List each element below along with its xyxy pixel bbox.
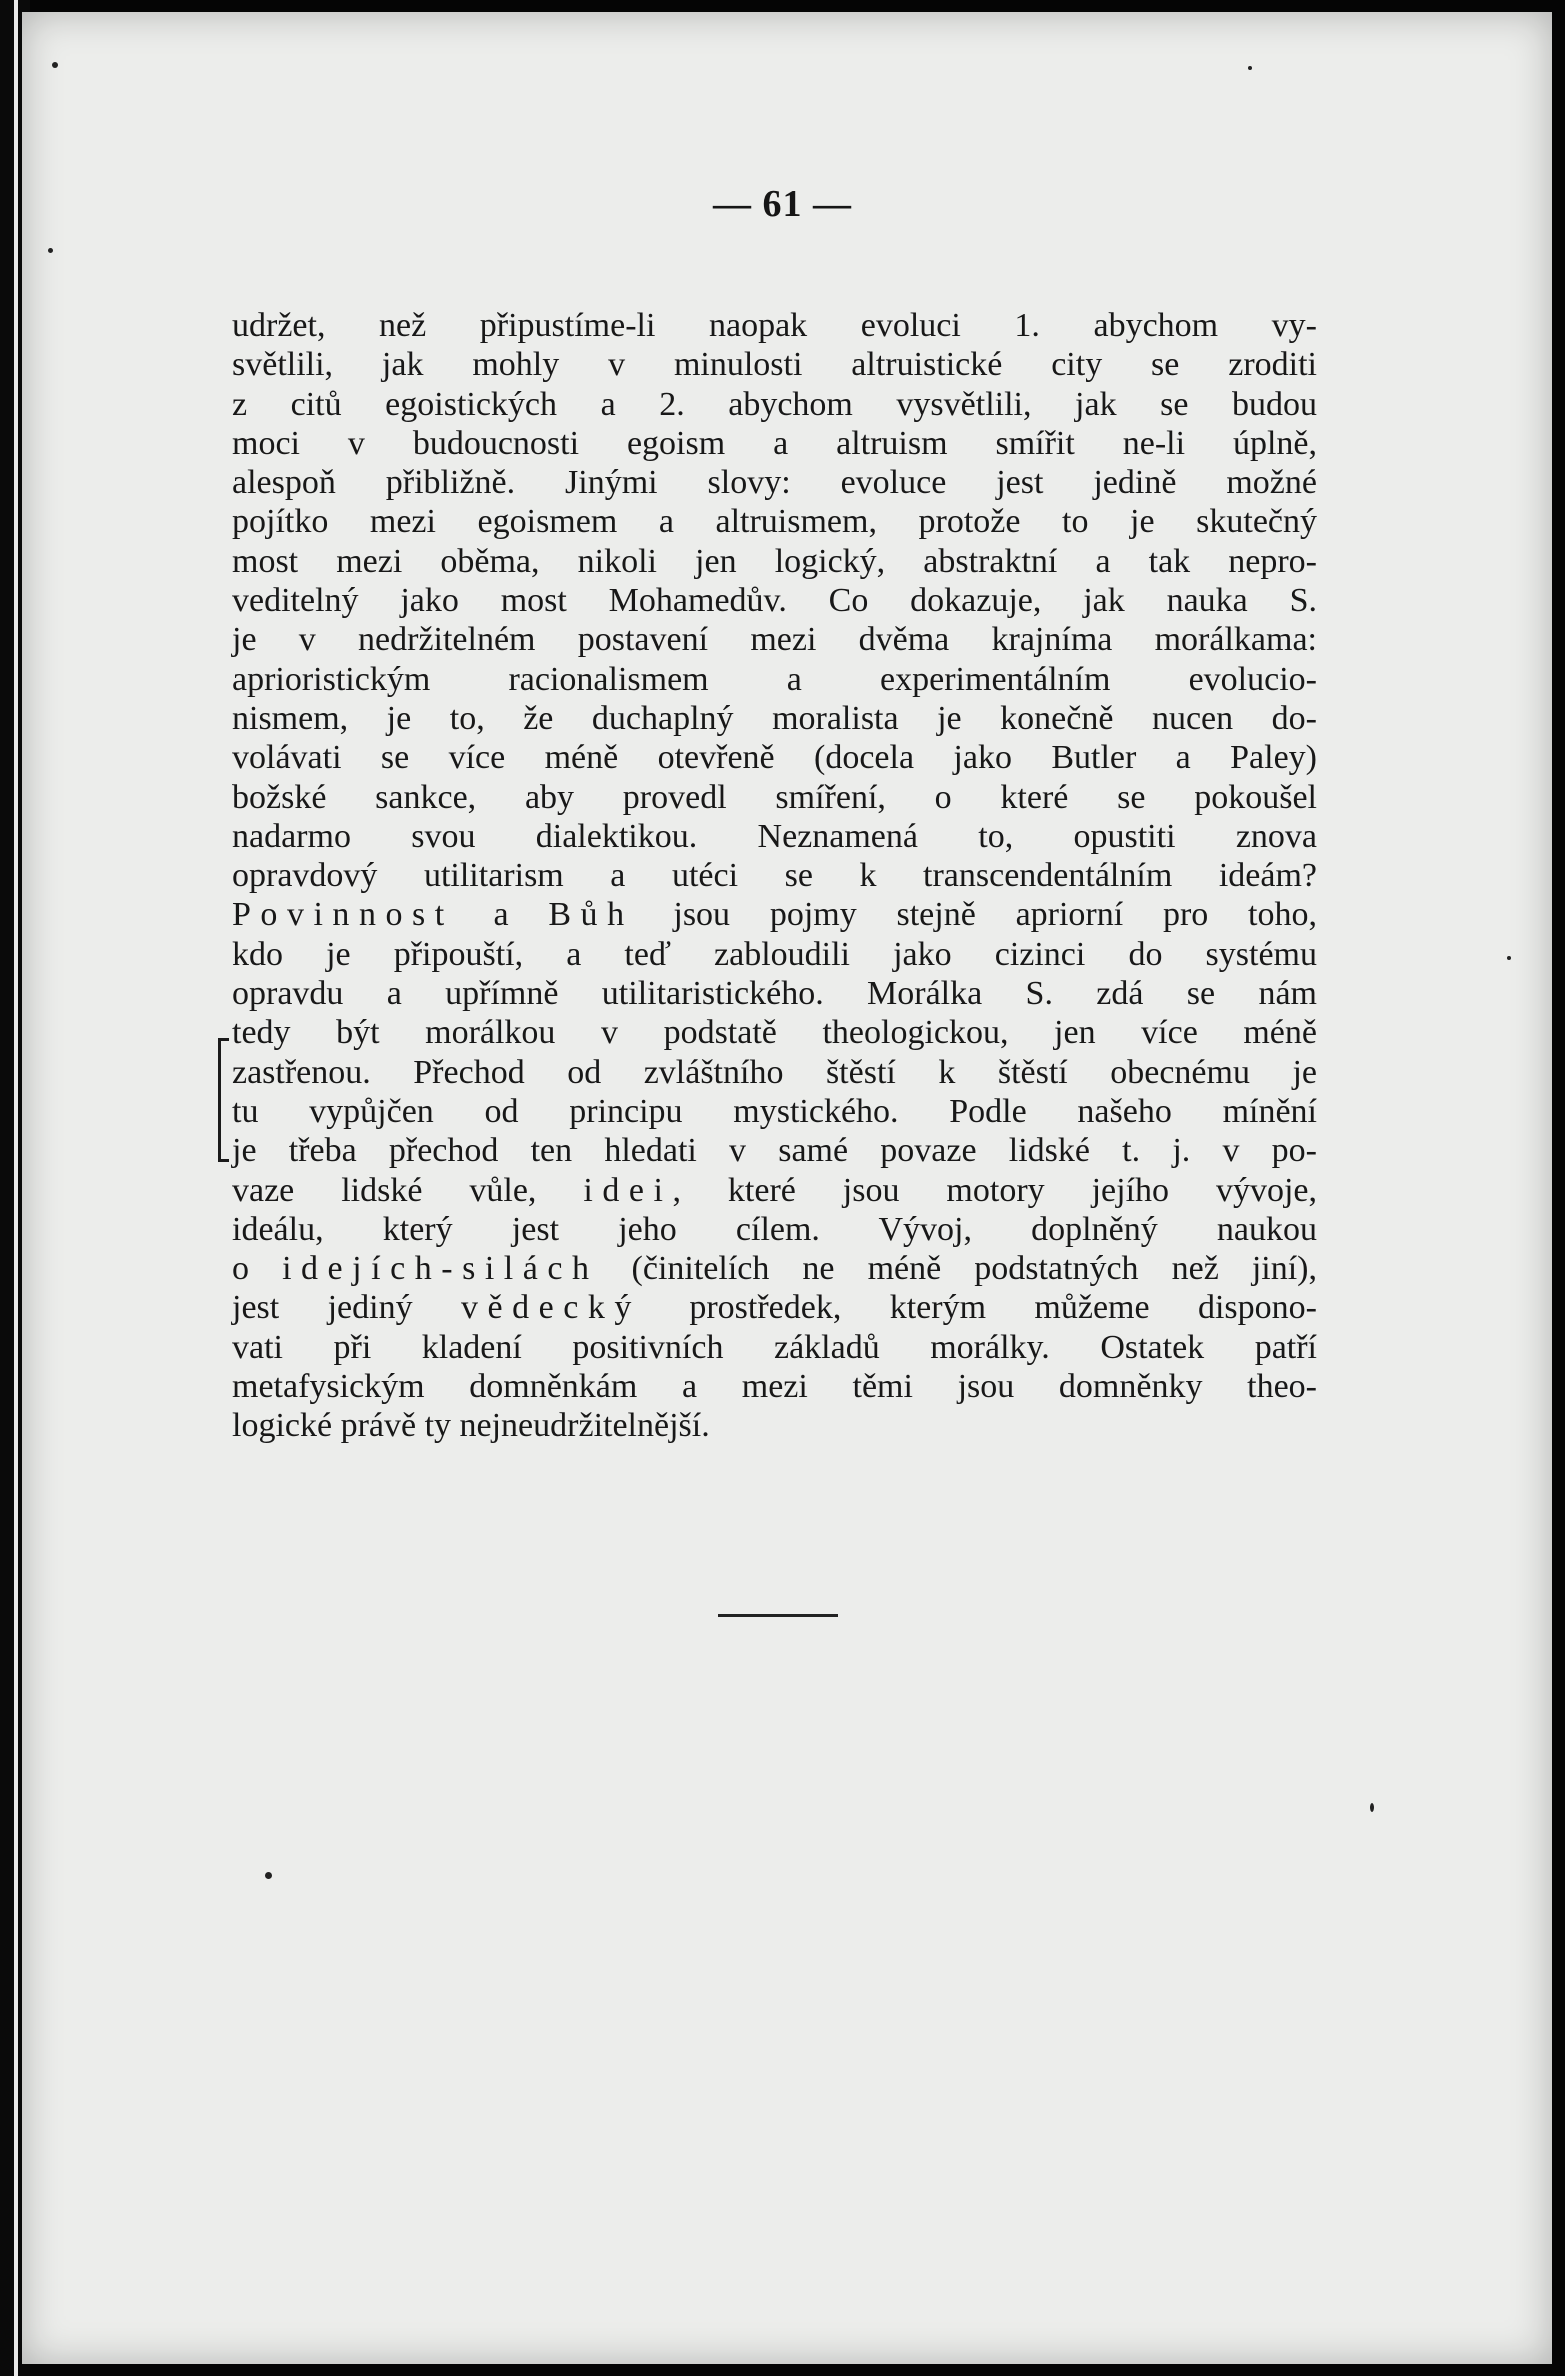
text-segment: kdo je připouští, a teď zabloudili jako cizinci do systému: [232, 935, 1317, 973]
text-line: [232, 699, 1317, 738]
text-line: [232, 1288, 1317, 1327]
text-segment: ideálu, který jest jeho cílem. Vývoj, doplněný naukou: [232, 1210, 1317, 1248]
text-line: [232, 935, 1317, 974]
text-segment: aprioristickým racionalismem a experimentálním evolucio-: [232, 660, 1317, 698]
page-number: — 61 —: [713, 183, 852, 225]
text-line: [232, 1171, 1317, 1210]
text-segment: světlili, jak mohly v minulosti altruistické city se zroditi: [232, 346, 1317, 384]
text-segment: je třeba přechod ten hledati v samé povaze lidské t. j. v po-: [232, 1132, 1317, 1170]
text-segment: metafysickým domněnkám a mezi těmi jsou domněnky theo-: [232, 1368, 1317, 1406]
text-line: [232, 1092, 1317, 1131]
spaced-emphasis: Bůh: [548, 896, 634, 934]
text-segment: vati při kladení positivních základů morálky. Ostatek patří: [232, 1328, 1317, 1366]
text-line: [232, 581, 1317, 620]
scan-speck: [52, 62, 58, 68]
scan-speck: [1507, 956, 1511, 960]
text-segment: a: [453, 896, 549, 934]
text-segment: most mezi oběma, nikoli jen logický, abstraktní a tak nepro-: [232, 542, 1317, 580]
text-segment: zastřenou. Přechod od zvláštního štěstí k štěstí obecnému je: [232, 1053, 1317, 1091]
text-line: [232, 620, 1317, 659]
text-line: [232, 1210, 1317, 1249]
text-segment: jest jediný: [232, 1289, 461, 1327]
text-line: [232, 1131, 1317, 1170]
text-line: [232, 345, 1317, 384]
text-segment: alespoň přibližně. Jinými slovy: evoluce jest jedině možné: [232, 464, 1317, 502]
text-line: [232, 502, 1317, 541]
text-line: [232, 895, 1317, 934]
scan-speck: [1248, 66, 1252, 70]
text-line: [232, 1406, 1317, 1445]
text-segment: opravdový utilitarism a utéci se k transcendentálním ideám?: [232, 857, 1317, 895]
text-line: [232, 974, 1317, 1013]
text-segment: opravdu a upřímně utilitaristického. Morálka S. zdá se nám: [232, 975, 1317, 1013]
end-rule: [718, 1614, 838, 1617]
text-line: [232, 856, 1317, 895]
text-line: [232, 463, 1317, 502]
scan-speck: [1370, 1803, 1374, 1812]
spaced-emphasis: idei: [583, 1171, 673, 1209]
text-line: [232, 778, 1317, 817]
text-segment: nismem, je to, že duchaplný moralista je konečně nucen do-: [232, 699, 1317, 737]
text-line: [232, 1013, 1317, 1052]
text-segment: veditelný jako most Mohamedův. Co dokazuje, jak nauka S.: [232, 582, 1317, 620]
text-line: [232, 1328, 1317, 1367]
text-segment: pojítko mezi egoismem a altruismem, protože to je skutečný: [232, 503, 1317, 541]
text-segment: , které jsou motory jejího vývoje,: [672, 1171, 1317, 1209]
body-text: [232, 306, 1317, 1446]
text-segment: prostředek, kterým můžeme dispono-: [640, 1289, 1317, 1327]
text-segment: (činitelích ne méně podstatných než jiní),: [598, 1250, 1318, 1288]
text-line: [232, 1053, 1317, 1092]
text-line: [232, 424, 1317, 463]
text-segment: jsou pojmy stejně apriorní pro toho,: [633, 896, 1317, 934]
text-segment: o: [232, 1250, 283, 1288]
text-line: [232, 1367, 1317, 1406]
text-segment: božské sankce, aby provedl smíření, o které se pokoušel: [232, 778, 1317, 816]
text-line: [232, 817, 1317, 856]
spaced-emphasis: vědecký: [461, 1289, 641, 1327]
text-segment: vaze lidské vůle,: [232, 1171, 584, 1209]
text-segment: tu vypůjčen od principu mystického. Podle našeho mínění: [232, 1092, 1317, 1130]
text-segment: volávati se více méně otevřeně (docela jako Butler a Paley): [232, 739, 1317, 777]
text-line: [232, 1249, 1317, 1288]
text-segment: moci v budoucnosti egoism a altruism smířit ne-li úplně,: [232, 424, 1317, 462]
text-line: [232, 660, 1317, 699]
text-line: [232, 738, 1317, 777]
spaced-emphasis: idejích-silách: [282, 1250, 599, 1288]
text-segment: je v nedržitelném postavení mezi dvěma krajníma morálkama:: [232, 621, 1317, 659]
text-segment: z citů egoistických a 2. abychom vysvětlili, jak se budou: [232, 385, 1317, 423]
text-segment: udržet, než připustíme-li naopak evoluci 1. abychom vy-: [232, 307, 1317, 344]
spaced-emphasis: Povinnost: [232, 896, 454, 934]
text-segment: tedy být morálkou v podstatě theologickou, jen více méně: [232, 1014, 1317, 1052]
text-line: [232, 542, 1317, 581]
text-line: [232, 306, 1317, 345]
text-line: [232, 385, 1317, 424]
margin-bracket-mark: [218, 1038, 229, 1162]
scan-speck: [48, 248, 53, 253]
text-segment: nadarmo svou dialektikou. Neznamená to, opustiti znova: [232, 817, 1317, 855]
text-segment: logické právě ty nejneudržitelnější.: [232, 1407, 710, 1445]
scan-speck: [265, 1872, 272, 1879]
